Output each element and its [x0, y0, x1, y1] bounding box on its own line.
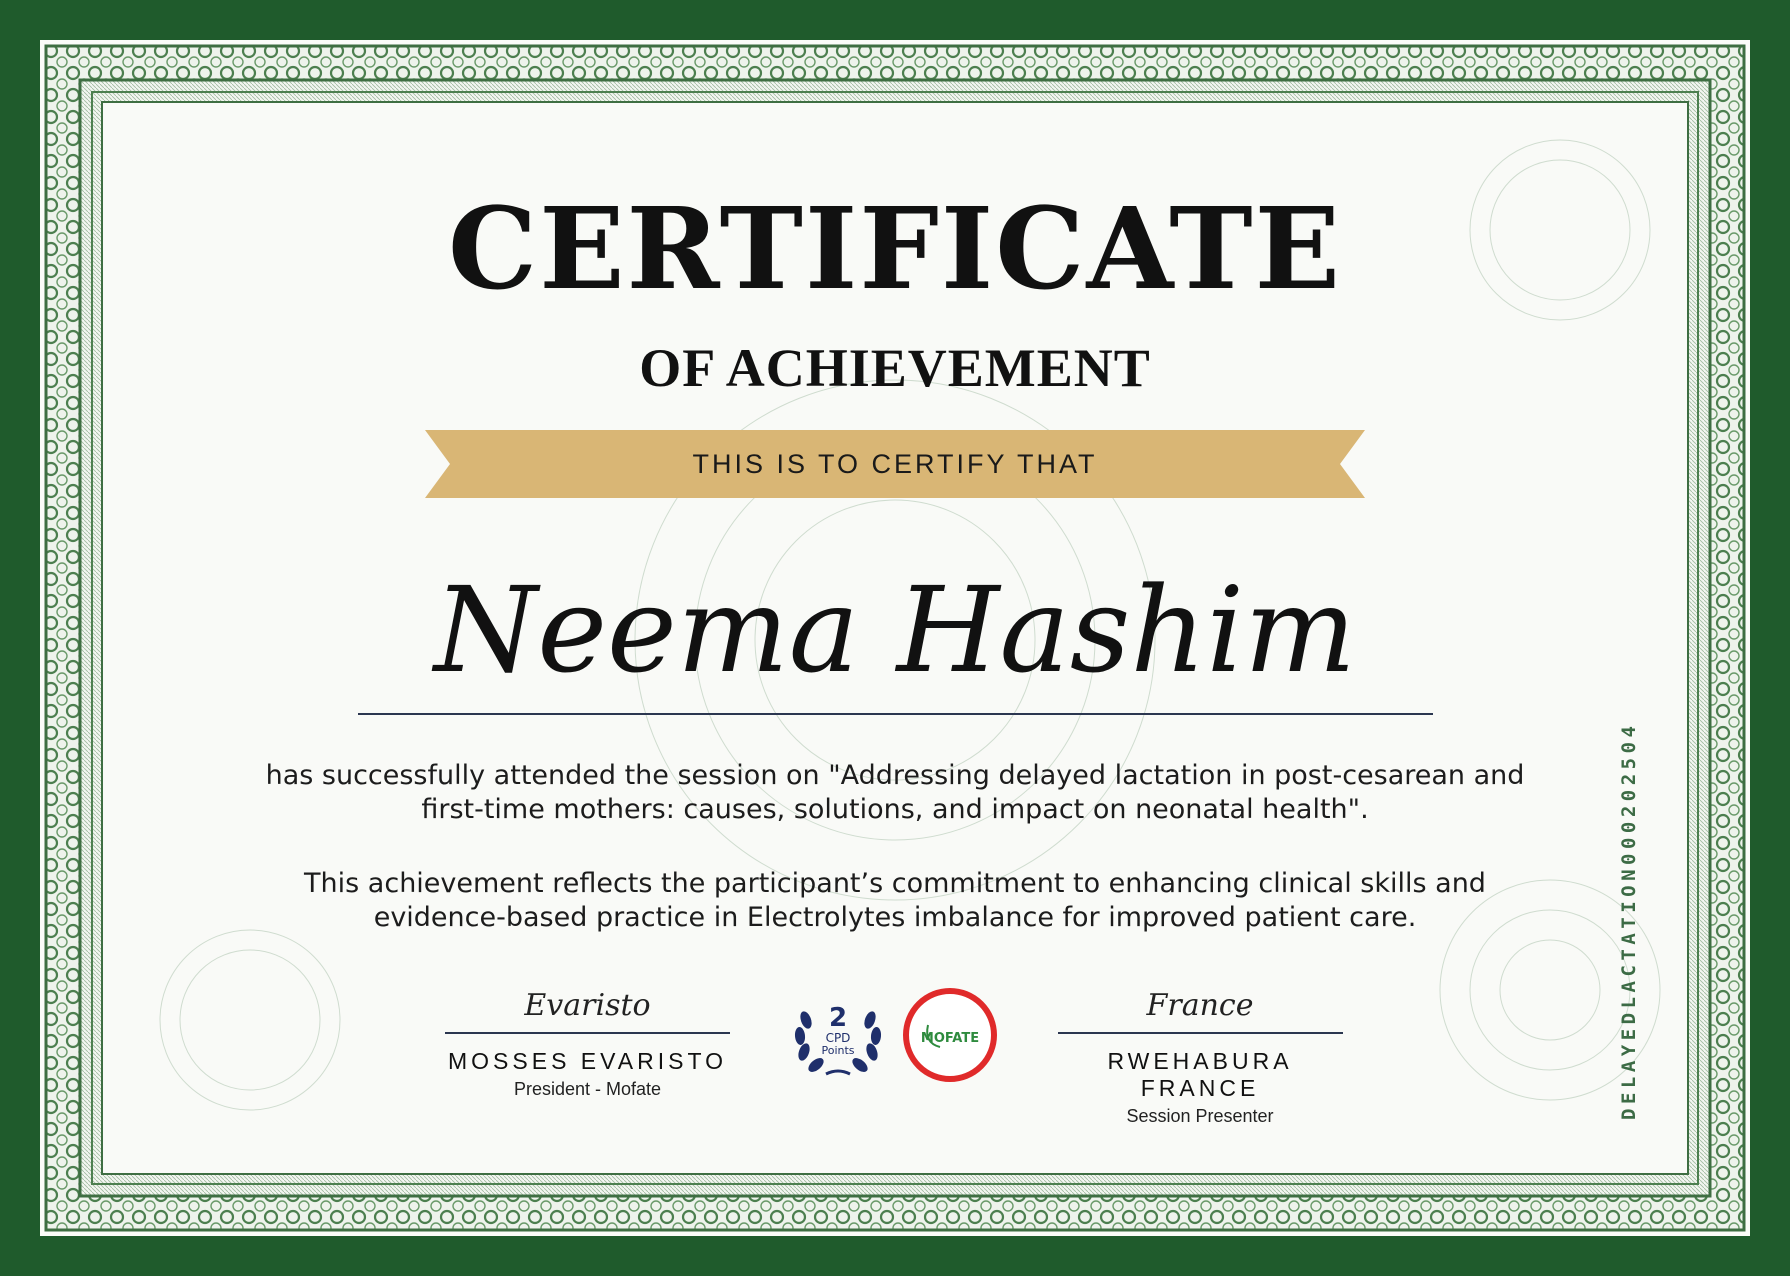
cpd-points-label: Points: [821, 1044, 855, 1057]
mofate-logo: [900, 985, 1000, 1085]
session-description-line-1: has successfully attended the session on "Addressing delayed lactation in post-cesarean and: [265, 760, 1525, 791]
achievement-statement-line-2: evidence-based practice in Electrolytes imbalance for improved patient care.: [373, 902, 1417, 933]
achievement-statement: [0, 867, 1790, 935]
signature-line-left: [445, 1032, 730, 1034]
session-description: [0, 759, 1790, 827]
certificate-subtitle: OF ACHIEVEMENT: [639, 338, 1151, 398]
name-underline: [358, 713, 1433, 715]
cpd-number: 2: [828, 1003, 848, 1033]
signatory-role-left: President - Mofate: [513, 1079, 662, 1099]
achievement-statement-line-1: This achievement reflects the participant’s commitment to enhancing clinical skills and: [304, 868, 1486, 899]
logo-text: MOFATE: [920, 1031, 980, 1046]
cpd-points-badge: [788, 990, 888, 1080]
recipient-name: Neema Hashim: [433, 561, 1357, 699]
signatory-name-right: RWEHABURA FRANCE: [1107, 1048, 1293, 1101]
session-description-line-2: first-time mothers: causes, solutions, and impact on neonatal health".: [421, 794, 1369, 825]
signature-left: Evaristo: [524, 988, 651, 1023]
certificate-title: CERTIFICATE: [448, 184, 1342, 315]
cpd-label: CPD: [825, 1031, 851, 1045]
signature-line-right: [1058, 1032, 1343, 1034]
signatory-role-right: Session Presenter: [1126, 1106, 1274, 1126]
signature-right: France: [1146, 988, 1254, 1023]
signatory-name-left: MOSSES EVARISTO: [448, 1048, 727, 1074]
certificate-serial: DELAYEDLACTATION000202504: [1618, 721, 1640, 1120]
signature-block-right: [1050, 980, 1350, 1127]
ribbon-label: THIS IS TO CERTIFY THAT: [692, 449, 1098, 479]
signature-block-left: [440, 980, 735, 1100]
